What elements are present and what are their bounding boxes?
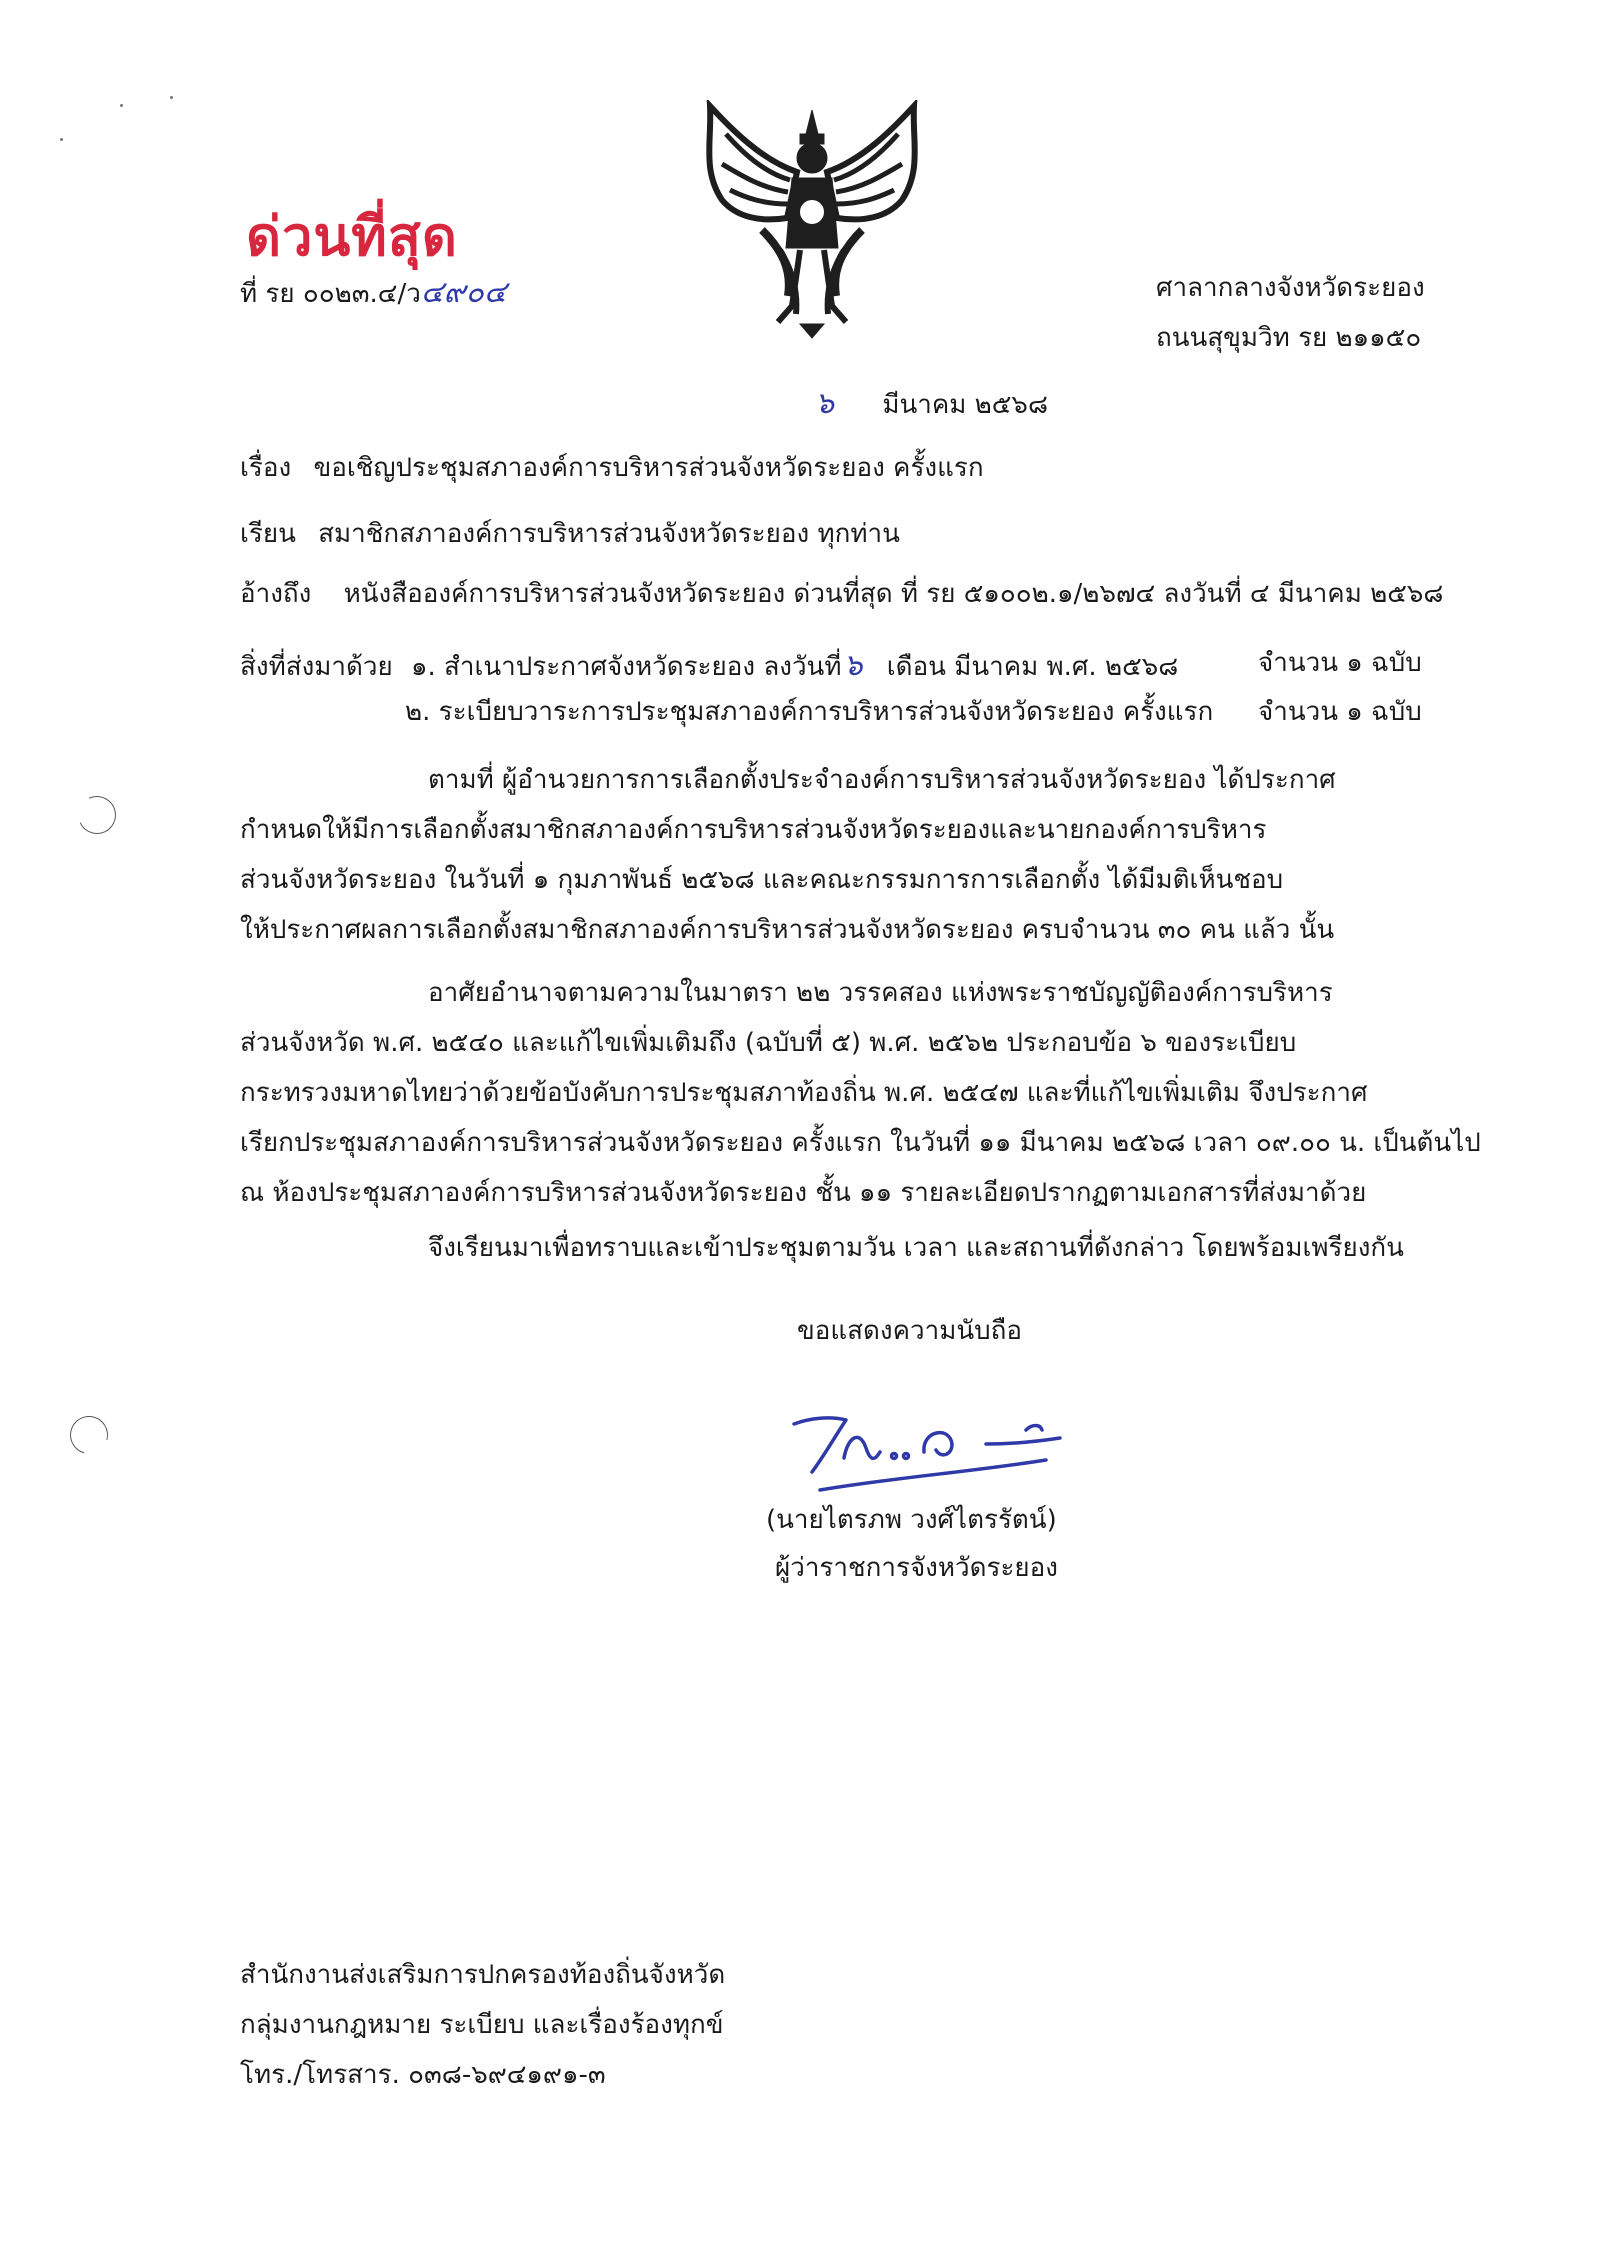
body-paragraph-1-line: ให้ประกาศผลการเลือกตั้งสมาชิกสภาองค์การบริหารส่วนจังหวัดระยอง ครบจำนวน ๓๐ คน แล้ว นั้น — [240, 915, 1335, 945]
document-number — [240, 275, 507, 311]
body-paragraph-2-line: ส่วนจังหวัด พ.ศ. ๒๕๔๐ และแก้ไขเพิ่มเติมถึง (ฉบับที่ ๕) พ.ศ. ๒๕๖๒ ประกอบข้อ ๖ ของระเบียบ — [240, 1028, 1297, 1058]
subject-label: เรื่อง — [240, 453, 292, 483]
document-date — [815, 386, 1048, 422]
document-number-handwritten: ๔๙๐๔ — [420, 275, 507, 310]
subject-text: ขอเชิญประชุมสภาองค์การบริหารส่วนจังหวัดระยอง ครั้งแรก — [313, 453, 984, 483]
body-paragraph-2 — [240, 968, 1481, 1218]
scan-speck — [120, 104, 123, 107]
subject-line — [240, 453, 984, 484]
garuda-emblem — [692, 100, 932, 340]
footer-phone: โทร./โทรสาร. ๐๓๘-๖๙๔๑๙๑-๓ — [240, 2060, 606, 2090]
enclosure-item-2-quantity: จำนวน ๑ ฉบับ — [1258, 697, 1422, 727]
enclosure-item-1-day-handwritten: ๖ — [843, 648, 863, 683]
reference-line — [240, 579, 1443, 610]
reference-label: อ้างถึง — [240, 579, 312, 609]
recipient-label: เรียน — [240, 519, 296, 549]
recipient-line — [240, 519, 900, 550]
body-paragraph-2-line: กระทรวงมหาดไทยว่าด้วยข้อบังคับการประชุมสภาท้องถิ่น พ.ศ. ๒๕๔๗ และที่แก้ไขเพิ่มเติม จึงประกาศ — [240, 1078, 1368, 1108]
document-number-prefix: ที่ รย ๐๐๒๓.๔/ว — [240, 279, 421, 309]
enclosure-item-2-text: ๒. ระเบียบวาระการประชุมสภาองค์การบริหารส่วนจังหวัดระยอง ครั้งแรก — [405, 697, 1214, 727]
urgency-stamp: ด่วนที่สุด — [246, 205, 458, 268]
enclosure-item-1-date: เดือน มีนาคม พ.ศ. ๒๕๖๘ — [886, 652, 1179, 682]
signatory-position: ผู้ว่าราชการจังหวัดระยอง — [775, 1553, 1058, 1583]
body-paragraph-2-line: ณ ห้องประชุมสภาองค์การบริหารส่วนจังหวัดระยอง ชั้น ๑๑ รายละเอียดปรากฏตามเอกสารที่ส่งมาด้วย — [240, 1178, 1367, 1208]
office-address-line1: ศาลากลางจังหวัดระยอง — [1156, 273, 1425, 303]
reference-text: หนังสือองค์การบริหารส่วนจังหวัดระยอง ด่วนที่สุด ที่ รย ๕๑๐๐๒.๑/๒๖๗๔ ลงวันที่ ๔ มีนาคม ๒๕๖๘ — [343, 579, 1444, 609]
body-paragraph-1-line: ตามที่ ผู้อำนวยการการเลือกตั้งประจำองค์การบริหารส่วนจังหวัดระยอง ได้ประกาศ — [428, 765, 1336, 795]
enclosure-label: สิ่งที่ส่งมาด้วย — [240, 652, 393, 682]
footer-office: สำนักงานส่งเสริมการปกครองท้องถิ่นจังหวัด — [240, 1960, 726, 1990]
signature — [790, 1408, 1070, 1498]
scan-speck — [170, 96, 173, 99]
enclosure-item-1 — [240, 648, 1178, 684]
date-day-handwritten: ๖ — [815, 386, 835, 421]
closing-sentence: จึงเรียนมาเพื่อทราบและเข้าประชุมตามวัน เวลา และสถานที่ดังกล่าว โดยพร้อมเพรียงกัน — [428, 1233, 1404, 1263]
office-address-line2: ถนนสุขุมวิท รย ๒๑๑๕๐ — [1156, 323, 1422, 353]
footer-division: กลุ่มงานกฎหมาย ระเบียบ และเรื่องร้องทุกข์ — [240, 2010, 724, 2040]
body-paragraph-1-line: กำหนดให้มีการเลือกตั้งสมาชิกสภาองค์การบริหารส่วนจังหวัดระยองและนายกองค์การบริหาร — [240, 815, 1267, 845]
signatory-name: (นายไตรภพ วงศ์ไตรรัตน์) — [766, 1505, 1057, 1535]
punch-hole — [73, 791, 122, 840]
enclosure-item-1-quantity: จำนวน ๑ ฉบับ — [1258, 648, 1422, 678]
punch-hole — [63, 1409, 115, 1461]
closing-regards: ขอแสดงความนับถือ — [797, 1316, 1022, 1346]
body-paragraph-1-line: ส่วนจังหวัดระยอง ในวันที่ ๑ กุมภาพันธ์ ๒๕๖๘ และคณะกรรมการการเลือกตั้ง ได้มีมติเห็นชอบ — [240, 865, 1284, 895]
recipient-text: สมาชิกสภาองค์การบริหารส่วนจังหวัดระยอง ทุกท่าน — [318, 519, 900, 549]
body-paragraph-2-line: อาศัยอำนาจตามความในมาตรา ๒๒ วรรคสอง แห่งพระราชบัญญัติองค์การบริหาร — [428, 978, 1333, 1008]
scan-speck — [60, 138, 63, 141]
body-paragraph-1 — [240, 755, 1446, 955]
enclosure-item-1-text: ๑. สำเนาประกาศจังหวัดระยอง ลงวันที่ — [411, 652, 842, 682]
date-month-year: มีนาคม ๒๕๖๘ — [882, 390, 1048, 420]
body-paragraph-2-line: เรียกประชุมสภาองค์การบริหารส่วนจังหวัดระยอง ครั้งแรก ในวันที่ ๑๑ มีนาคม ๒๕๖๘ เวลา ๐๙.๐๐ น. เป็นต้นไป — [240, 1128, 1481, 1158]
